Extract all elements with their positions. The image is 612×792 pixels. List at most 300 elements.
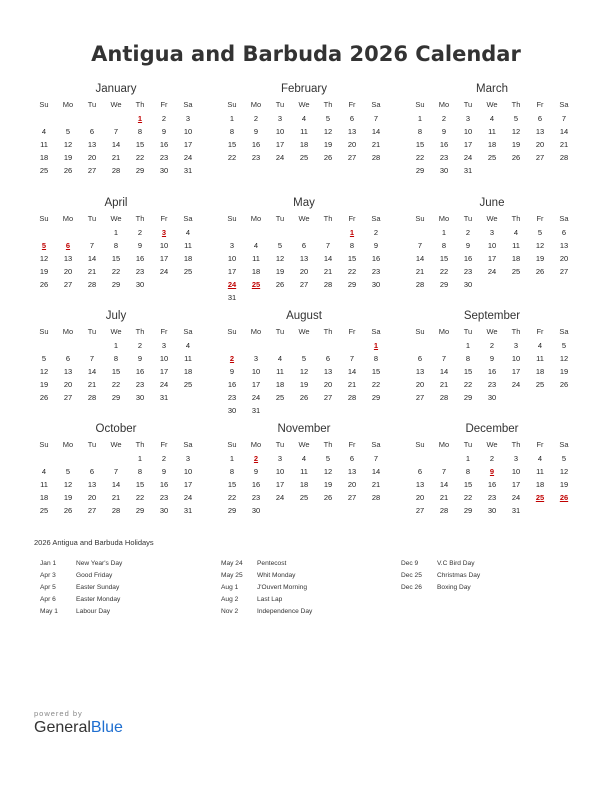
day-cell: 23 xyxy=(487,493,497,502)
day-cell: 8 xyxy=(349,241,355,250)
day-cell: 21 xyxy=(371,140,381,149)
day-cell: 13 xyxy=(63,367,73,376)
day-cell: 19 xyxy=(299,380,309,389)
day-cell: 18 xyxy=(251,267,261,276)
day-cell: 31 xyxy=(463,166,473,175)
week-row xyxy=(32,252,200,265)
day-cell: 9 xyxy=(373,241,379,250)
day-cell: 27 xyxy=(87,506,97,515)
day-cell: 6 xyxy=(417,467,423,476)
day-cell: 31 xyxy=(511,506,521,515)
day-cell: 15 xyxy=(135,480,145,489)
empty-day-cell xyxy=(552,391,576,404)
day-cell: 1 xyxy=(465,454,471,463)
weekday-header: We xyxy=(110,327,122,336)
empty-day-cell xyxy=(552,504,576,517)
empty-day-cell xyxy=(220,226,244,239)
day-cell: 1 xyxy=(137,454,143,463)
month-name: April xyxy=(104,197,128,209)
weekday-header: Tu xyxy=(275,327,285,336)
holiday-name: Christmas Day xyxy=(437,572,481,579)
week-row xyxy=(408,138,576,151)
empty-day-cell xyxy=(104,452,128,465)
month-april xyxy=(32,196,200,291)
day-cell: 23 xyxy=(439,153,449,162)
empty-day-cell xyxy=(32,112,56,125)
weekday-header: Th xyxy=(135,327,145,336)
weekday-header: Mo xyxy=(250,100,262,109)
day-cell: 22 xyxy=(135,493,145,502)
holiday-date: Dec 9 xyxy=(401,560,419,567)
day-cell: 1 xyxy=(229,114,235,123)
weekday-header-row xyxy=(32,325,200,339)
empty-day-cell xyxy=(268,339,292,352)
day-cell: 24 xyxy=(511,493,521,502)
weekday-header: We xyxy=(298,100,310,109)
day-cell: 24 xyxy=(159,380,169,389)
empty-day-cell xyxy=(432,339,456,352)
holiday-name: Labour Day xyxy=(76,608,111,615)
empty-day-cell xyxy=(504,164,528,177)
day-cell: 29 xyxy=(371,393,381,402)
week-row xyxy=(408,339,576,352)
day-cell: 25 xyxy=(535,380,545,389)
empty-day-cell xyxy=(504,278,528,291)
day-cell: 4 xyxy=(277,354,283,363)
weekday-header-row xyxy=(408,212,576,226)
day-cell: 22 xyxy=(415,153,425,162)
weekday-header: Tu xyxy=(87,214,97,223)
holiday-item xyxy=(401,582,571,594)
empty-day-cell xyxy=(528,164,552,177)
day-cell: 18 xyxy=(487,140,497,149)
week-row xyxy=(32,278,200,291)
day-cell: 27 xyxy=(87,166,97,175)
empty-day-cell xyxy=(552,164,576,177)
weekday-header: Fr xyxy=(160,100,168,109)
day-cell: 2 xyxy=(489,454,495,463)
weekday-header: Fr xyxy=(348,327,356,336)
generalblue-logo[interactable] xyxy=(34,719,123,737)
empty-day-cell xyxy=(364,404,388,417)
weekday-header: Sa xyxy=(183,100,193,109)
day-cell: 17 xyxy=(159,254,169,263)
day-cell: 5 xyxy=(65,467,71,476)
brand-text-general: General xyxy=(34,719,91,736)
month-september xyxy=(408,309,576,404)
month-name: November xyxy=(277,423,331,435)
day-cell: 27 xyxy=(63,280,73,289)
month-name: June xyxy=(479,197,505,209)
day-cell: 15 xyxy=(347,254,357,263)
day-cell: 26 xyxy=(323,153,333,162)
holiday-date: Dec 25 xyxy=(401,572,422,579)
day-cell: 18 xyxy=(299,480,309,489)
empty-day-cell xyxy=(340,339,364,352)
day-cell: 26 xyxy=(323,493,333,502)
day-cell: 9 xyxy=(465,241,471,250)
holiday-date: Nov 2 xyxy=(221,608,239,615)
weekday-header: Mo xyxy=(438,327,450,336)
day-cell: 18 xyxy=(183,367,193,376)
holiday-day-cell: 6 xyxy=(65,241,71,250)
week-row xyxy=(220,378,388,391)
holiday-date: May 25 xyxy=(221,572,243,579)
day-cell: 7 xyxy=(441,354,447,363)
day-cell: 6 xyxy=(561,228,567,237)
day-cell: 8 xyxy=(229,127,235,136)
day-cell: 30 xyxy=(227,406,237,415)
weekday-header: Th xyxy=(135,440,145,449)
day-cell: 23 xyxy=(159,153,169,162)
empty-day-cell xyxy=(56,226,80,239)
week-row xyxy=(32,138,200,151)
day-cell: 3 xyxy=(161,341,167,350)
day-cell: 10 xyxy=(183,467,193,476)
day-cell: 2 xyxy=(441,114,447,123)
day-cell: 28 xyxy=(87,393,97,402)
day-cell: 6 xyxy=(89,467,95,476)
day-cell: 11 xyxy=(488,127,496,136)
day-cell: 17 xyxy=(275,140,285,149)
day-cell: 29 xyxy=(227,506,237,515)
day-cell: 15 xyxy=(463,367,473,376)
weekday-header: Fr xyxy=(348,100,356,109)
weekday-header: We xyxy=(486,440,498,449)
day-cell: 11 xyxy=(184,354,192,363)
day-cell: 31 xyxy=(183,166,193,175)
day-cell: 7 xyxy=(113,467,119,476)
day-cell: 6 xyxy=(417,354,423,363)
week-row xyxy=(32,339,200,352)
week-row xyxy=(220,226,388,239)
empty-day-cell xyxy=(504,391,528,404)
day-cell: 24 xyxy=(251,393,261,402)
day-cell: 11 xyxy=(300,127,308,136)
week-row xyxy=(32,164,200,177)
day-cell: 27 xyxy=(415,393,425,402)
day-cell: 10 xyxy=(487,241,497,250)
weekday-header: Sa xyxy=(371,100,381,109)
day-cell: 19 xyxy=(323,140,333,149)
day-cell: 20 xyxy=(535,140,545,149)
empty-day-cell xyxy=(340,291,364,304)
holiday-date: Apr 5 xyxy=(40,584,56,591)
day-cell: 13 xyxy=(87,480,97,489)
day-cell: 16 xyxy=(371,254,381,263)
day-cell: 28 xyxy=(347,393,357,402)
day-cell: 5 xyxy=(325,454,331,463)
week-row xyxy=(408,365,576,378)
month-name: March xyxy=(476,83,508,95)
empty-day-cell xyxy=(244,226,268,239)
week-row xyxy=(220,365,388,378)
day-cell: 3 xyxy=(229,241,235,250)
weekday-header: Su xyxy=(415,327,425,336)
day-cell: 9 xyxy=(161,127,167,136)
day-cell: 10 xyxy=(183,127,193,136)
day-cell: 18 xyxy=(39,153,49,162)
weekday-header: Fr xyxy=(536,100,544,109)
day-cell: 4 xyxy=(253,241,259,250)
day-cell: 23 xyxy=(487,380,497,389)
holiday-day-cell: 24 xyxy=(227,280,237,289)
holiday-day-cell: 2 xyxy=(229,354,235,363)
day-cell: 13 xyxy=(535,127,545,136)
day-cell: 14 xyxy=(439,367,449,376)
holiday-item xyxy=(401,570,571,582)
week-row xyxy=(408,352,576,365)
day-cell: 16 xyxy=(487,480,497,489)
day-cell: 26 xyxy=(63,166,73,175)
empty-day-cell xyxy=(32,452,56,465)
day-cell: 16 xyxy=(487,367,497,376)
week-row xyxy=(408,278,576,291)
day-cell: 23 xyxy=(135,267,145,276)
weekday-header: Mo xyxy=(438,100,450,109)
day-cell: 12 xyxy=(559,467,569,476)
day-cell: 21 xyxy=(323,267,333,276)
day-cell: 27 xyxy=(299,280,309,289)
empty-day-cell xyxy=(316,226,340,239)
weekday-header: Su xyxy=(39,100,49,109)
day-cell: 8 xyxy=(229,467,235,476)
months-grid xyxy=(32,82,592,522)
day-cell: 29 xyxy=(111,393,121,402)
holiday-name: Boxing Day xyxy=(437,584,471,591)
week-row xyxy=(220,151,388,164)
day-cell: 29 xyxy=(347,280,357,289)
weekday-header: Sa xyxy=(559,214,569,223)
empty-day-cell xyxy=(32,339,56,352)
day-cell: 4 xyxy=(537,454,543,463)
month-december xyxy=(408,422,576,517)
weekday-header: Su xyxy=(415,100,425,109)
month-name: August xyxy=(286,310,322,322)
empty-day-cell xyxy=(80,452,104,465)
day-cell: 28 xyxy=(439,506,449,515)
day-cell: 18 xyxy=(535,480,545,489)
day-cell: 29 xyxy=(463,393,473,402)
week-row xyxy=(220,491,388,504)
day-cell: 16 xyxy=(135,367,145,376)
day-cell: 1 xyxy=(113,228,119,237)
day-cell: 23 xyxy=(251,153,261,162)
week-row xyxy=(220,265,388,278)
day-cell: 11 xyxy=(536,467,544,476)
day-cell: 18 xyxy=(39,493,49,502)
day-cell: 21 xyxy=(87,380,97,389)
day-cell: 14 xyxy=(371,127,381,136)
week-row xyxy=(408,112,576,125)
weekday-header: Sa xyxy=(559,327,569,336)
holiday-date: Apr 3 xyxy=(40,572,56,579)
day-cell: 25 xyxy=(487,153,497,162)
weekday-header: Th xyxy=(135,214,145,223)
weekday-header: We xyxy=(486,214,498,223)
day-cell: 25 xyxy=(299,493,309,502)
day-cell: 7 xyxy=(417,241,423,250)
day-cell: 25 xyxy=(511,267,521,276)
week-row xyxy=(408,252,576,265)
week-row xyxy=(32,478,200,491)
holiday-day-cell: 25 xyxy=(251,280,261,289)
week-row xyxy=(408,491,576,504)
week-row xyxy=(32,125,200,138)
day-cell: 12 xyxy=(511,127,521,136)
holiday-column xyxy=(40,558,210,618)
day-cell: 8 xyxy=(373,354,379,363)
day-cell: 2 xyxy=(373,228,379,237)
day-cell: 5 xyxy=(65,127,71,136)
day-cell: 15 xyxy=(439,254,449,263)
day-cell: 11 xyxy=(40,480,48,489)
empty-day-cell xyxy=(292,339,316,352)
holiday-name: Independence Day xyxy=(257,608,313,615)
holiday-item xyxy=(40,582,210,594)
holiday-name: Whit Monday xyxy=(257,572,296,579)
holiday-day-cell: 26 xyxy=(559,493,569,502)
day-cell: 19 xyxy=(323,480,333,489)
day-cell: 10 xyxy=(275,127,285,136)
day-cell: 10 xyxy=(275,467,285,476)
day-cell: 22 xyxy=(347,267,357,276)
day-cell: 9 xyxy=(161,467,167,476)
day-cell: 24 xyxy=(275,153,285,162)
week-row xyxy=(408,226,576,239)
weekday-header: Mo xyxy=(62,100,74,109)
holiday-item xyxy=(40,594,210,606)
day-cell: 8 xyxy=(137,127,143,136)
week-row xyxy=(32,491,200,504)
day-cell: 7 xyxy=(561,114,567,123)
day-cell: 11 xyxy=(40,140,48,149)
week-row xyxy=(408,239,576,252)
holiday-item xyxy=(221,582,391,594)
day-cell: 22 xyxy=(371,380,381,389)
day-cell: 21 xyxy=(371,480,381,489)
weekday-header: Mo xyxy=(250,214,262,223)
day-cell: 20 xyxy=(299,267,309,276)
week-row xyxy=(220,352,388,365)
empty-day-cell xyxy=(292,504,316,517)
day-cell: 5 xyxy=(513,114,519,123)
day-cell: 22 xyxy=(227,153,237,162)
empty-day-cell xyxy=(432,452,456,465)
empty-day-cell xyxy=(528,504,552,517)
day-cell: 4 xyxy=(41,127,47,136)
week-row xyxy=(408,265,576,278)
day-cell: 4 xyxy=(41,467,47,476)
day-cell: 3 xyxy=(185,114,191,123)
weekday-header: Fr xyxy=(160,440,168,449)
day-cell: 13 xyxy=(559,241,569,250)
empty-day-cell xyxy=(316,291,340,304)
day-cell: 16 xyxy=(227,380,237,389)
holiday-date: Aug 2 xyxy=(221,596,239,603)
day-cell: 8 xyxy=(113,241,119,250)
week-row xyxy=(32,504,200,517)
empty-day-cell xyxy=(408,452,432,465)
day-cell: 27 xyxy=(535,153,545,162)
weekday-header: Tu xyxy=(87,100,97,109)
week-row xyxy=(32,465,200,478)
weekday-header: Th xyxy=(511,100,521,109)
day-cell: 9 xyxy=(441,127,447,136)
holiday-name: Last Lap xyxy=(257,596,283,603)
weekday-header: Su xyxy=(39,327,49,336)
day-cell: 18 xyxy=(535,367,545,376)
weekday-header: Fr xyxy=(536,214,544,223)
month-november xyxy=(220,422,388,517)
day-cell: 29 xyxy=(135,166,145,175)
day-cell: 12 xyxy=(299,367,309,376)
weekday-header: Su xyxy=(227,214,237,223)
day-cell: 11 xyxy=(300,467,308,476)
day-cell: 30 xyxy=(159,506,169,515)
day-cell: 9 xyxy=(229,367,235,376)
empty-day-cell xyxy=(176,278,200,291)
week-row xyxy=(220,239,388,252)
empty-day-cell xyxy=(364,291,388,304)
empty-day-cell xyxy=(32,226,56,239)
weekday-header: Mo xyxy=(438,440,450,449)
day-cell: 8 xyxy=(417,127,423,136)
empty-day-cell xyxy=(244,339,268,352)
day-cell: 14 xyxy=(87,254,97,263)
day-cell: 17 xyxy=(251,380,261,389)
weekday-header: Su xyxy=(227,440,237,449)
day-cell: 19 xyxy=(39,267,49,276)
day-cell: 20 xyxy=(323,380,333,389)
empty-day-cell xyxy=(408,226,432,239)
page-title: Antigua and Barbuda 2026 Calendar xyxy=(91,42,521,66)
day-cell: 17 xyxy=(183,140,193,149)
holiday-column xyxy=(401,558,571,594)
month-name: September xyxy=(463,310,521,322)
day-cell: 13 xyxy=(87,140,97,149)
day-cell: 15 xyxy=(371,367,381,376)
day-cell: 10 xyxy=(511,467,521,476)
day-cell: 29 xyxy=(135,506,145,515)
holiday-day-cell: 9 xyxy=(489,467,495,476)
weekday-header: Sa xyxy=(559,440,569,449)
empty-day-cell xyxy=(316,404,340,417)
day-cell: 1 xyxy=(441,228,447,237)
holiday-name: Good Friday xyxy=(76,572,113,579)
day-cell: 28 xyxy=(415,280,425,289)
day-cell: 17 xyxy=(227,267,237,276)
weekday-header: Tu xyxy=(463,440,473,449)
holiday-name: Easter Monday xyxy=(76,596,121,603)
day-cell: 5 xyxy=(537,228,543,237)
day-cell: 18 xyxy=(183,254,193,263)
day-cell: 1 xyxy=(417,114,423,123)
month-february xyxy=(220,82,388,164)
empty-day-cell xyxy=(176,391,200,404)
day-cell: 28 xyxy=(371,493,381,502)
week-row xyxy=(408,151,576,164)
day-cell: 4 xyxy=(301,114,307,123)
week-row xyxy=(32,391,200,404)
day-cell: 15 xyxy=(111,254,121,263)
week-row xyxy=(32,226,200,239)
holiday-day-cell: 5 xyxy=(41,241,47,250)
day-cell: 17 xyxy=(487,254,497,263)
day-cell: 7 xyxy=(441,467,447,476)
day-cell: 23 xyxy=(227,393,237,402)
weekday-header: Fr xyxy=(160,214,168,223)
